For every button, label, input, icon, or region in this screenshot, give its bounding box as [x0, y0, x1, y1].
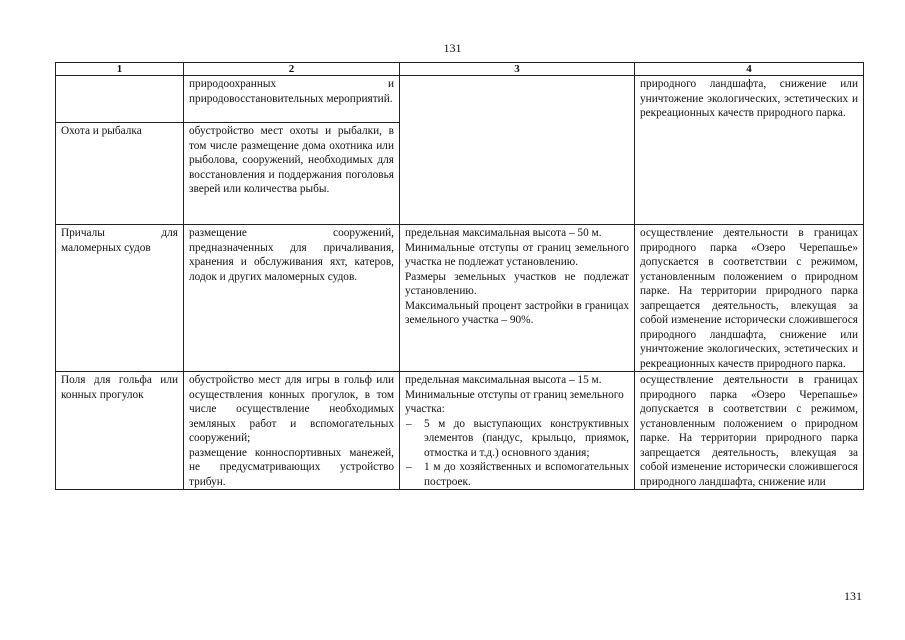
golf-restrictions-text: осуществление деятельности в границах природного парка «Озеро Черепашье» допускается в соответствии с режимом, установленным положением о природном парке. На территории природного парка запрещается деятельность, влекущая за собой изменение исторически сложившегося природного ландшафта, снижение или: [640, 374, 858, 488]
moorings-description-cell: [184, 225, 400, 372]
column-header-3: 3: [400, 63, 635, 76]
continued-restrictions-text: природного ландшафта, снижение или уничтожение экологических, эстетических и рекреационных качеств природного парка.: [640, 78, 858, 119]
continued-parameters-cell: [400, 76, 635, 225]
hunting-use-name: Охота и рыбалка: [61, 125, 142, 137]
hunting-description-cell: [184, 123, 400, 225]
golf-description-cell: [184, 372, 400, 490]
golf-setback-item: – 5 м до выступающих конструктивных элементов (пандус, крыльцо, приямок, отмостка и т.д.) основного здания;: [405, 417, 629, 461]
moorings-coverage-text: Максимальный процент застройки в границах земельного участка – 90%.: [405, 299, 629, 326]
column-header-2: 2: [184, 63, 400, 76]
hunting-use-name-cell: [56, 123, 184, 225]
moorings-use-name: Причалы для маломерных судов: [61, 227, 178, 254]
golf-setbacks-intro: Минимальные отступы от границ земельного участка:: [405, 388, 624, 415]
golf-setbacks-list: [405, 417, 629, 490]
table-header-row: [56, 63, 864, 76]
moorings-restrictions-text: осуществление деятельности в границах природного парка «Озеро Черепашье» допускается в соответствии с режимом, установленным положением о природном парке. На территории природного парка запрещается деятельность, влекущая за собой изменение исторически сложившегося природного ландшафта, снижение или уничтожение экологических, эстетических и рекреационных качеств природного парка.: [640, 227, 858, 370]
golf-setback-item: – 1 м до хозяйственных и вспомогательных построек.: [405, 460, 629, 489]
moorings-use-name-cell: [56, 225, 184, 372]
continued-description-cell: [184, 76, 400, 123]
moorings-height-text: предельная максимальная высота – 50 м.: [405, 227, 602, 239]
page-number-top: 131: [443, 41, 462, 55]
column-header-1: 1: [56, 63, 184, 76]
golf-restrictions-cell: [635, 372, 864, 490]
golf-description-text-2: размещение конноспортивных манежей, не предусматривающих устройство трибун.: [189, 446, 394, 488]
column-header-4: 4: [635, 63, 864, 76]
golf-parameters-cell: [400, 372, 635, 490]
land-use-table: [55, 62, 864, 490]
continued-restrictions-cell: [635, 76, 864, 225]
table-row-moorings: [56, 225, 864, 372]
moorings-description-text: размещение сооружений, предназначенных для причаливания, хранения и обслуживания яхт, катеров, лодок и других маломерных судов.: [189, 227, 394, 283]
golf-description-text-1: обустройство мест для игры в гольф или осуществления конных прогулок, в том числе осуществление необходимых земляных работ и вспомогательных сооружений;: [189, 374, 394, 444]
golf-use-name-cell: [56, 372, 184, 490]
table-row-continued: [56, 76, 864, 123]
moorings-restrictions-cell: [635, 225, 864, 372]
continued-description-text: природоохранных и природовосстановительных мероприятий.: [189, 78, 394, 105]
moorings-setbacks-text: Минимальные отступы от границ земельного участка не подлежат установлению.: [405, 241, 629, 268]
page-number-bottom: 131: [844, 589, 862, 603]
golf-height-text: предельная максимальная высота – 15 м.: [405, 374, 602, 386]
continued-use-name-cell: [56, 76, 184, 123]
moorings-parameters-cell: [400, 225, 635, 372]
golf-use-name: Поля для гольфа или конных прогулок: [61, 374, 178, 401]
table-row-golf-riding: [56, 372, 864, 490]
moorings-plot-size-text: Размеры земельных участков не подлежат установлению.: [405, 270, 629, 297]
hunting-description-text: обустройство мест охоты и рыбалки, в том числе размещение дома охотника или рыболова, сооружений, необходимых для восстановления и поддержания поголовья зверей или количества рыбы.: [189, 125, 394, 195]
